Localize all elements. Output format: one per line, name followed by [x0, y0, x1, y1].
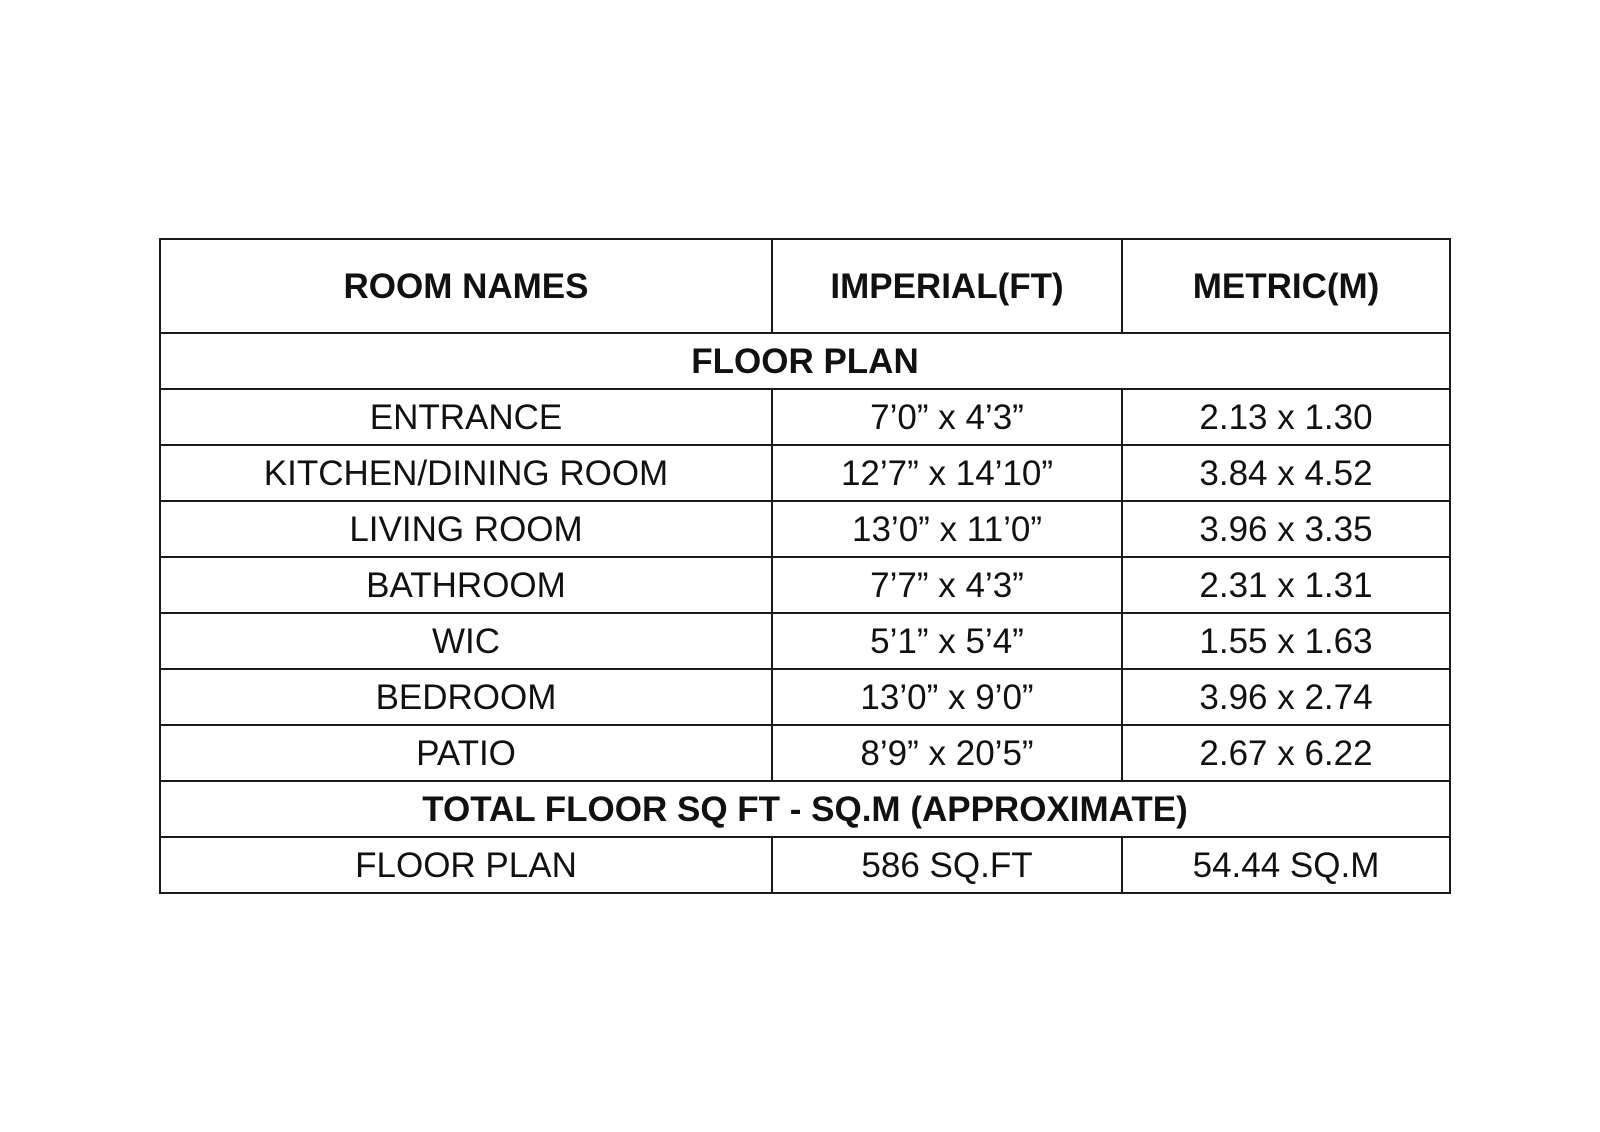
- table-row: [160, 501, 1450, 557]
- room-dimensions-table: [159, 238, 1451, 894]
- room-name: ENTRANCE: [160, 389, 772, 445]
- table-row: [160, 445, 1450, 501]
- room-imperial: 13’0” x 11’0”: [772, 501, 1122, 557]
- header-metric: METRIC(M): [1122, 239, 1450, 333]
- section-row: [160, 333, 1450, 389]
- room-imperial: 13’0” x 9’0”: [772, 669, 1122, 725]
- total-imperial: 586 SQ.FT: [772, 837, 1122, 893]
- room-name: WIC: [160, 613, 772, 669]
- room-name: LIVING ROOM: [160, 501, 772, 557]
- total-section-row: [160, 781, 1450, 837]
- total-row: [160, 837, 1450, 893]
- table-row: [160, 725, 1450, 781]
- room-imperial: 7’0” x 4’3”: [772, 389, 1122, 445]
- room-metric: 1.55 x 1.63: [1122, 613, 1450, 669]
- room-name: BATHROOM: [160, 557, 772, 613]
- room-imperial: 5’1” x 5’4”: [772, 613, 1122, 669]
- room-metric: 3.96 x 2.74: [1122, 669, 1450, 725]
- room-metric: 2.67 x 6.22: [1122, 725, 1450, 781]
- room-metric: 3.84 x 4.52: [1122, 445, 1450, 501]
- room-name: PATIO: [160, 725, 772, 781]
- section-title: FLOOR PLAN: [160, 333, 1450, 389]
- room-name: BEDROOM: [160, 669, 772, 725]
- room-metric: 2.31 x 1.31: [1122, 557, 1450, 613]
- room-metric: 2.13 x 1.30: [1122, 389, 1450, 445]
- room-name: KITCHEN/DINING ROOM: [160, 445, 772, 501]
- header-row: [160, 239, 1450, 333]
- table-row: [160, 669, 1450, 725]
- room-imperial: 8’9” x 20’5”: [772, 725, 1122, 781]
- table-row: [160, 613, 1450, 669]
- room-imperial: 12’7” x 14’10”: [772, 445, 1122, 501]
- total-metric: 54.44 SQ.M: [1122, 837, 1450, 893]
- table-row: [160, 557, 1450, 613]
- total-name: FLOOR PLAN: [160, 837, 772, 893]
- header-room-names: ROOM NAMES: [160, 239, 772, 333]
- room-imperial: 7’7” x 4’3”: [772, 557, 1122, 613]
- room-metric: 3.96 x 3.35: [1122, 501, 1450, 557]
- total-section-title: TOTAL FLOOR SQ FT - SQ.M (APPROXIMATE): [160, 781, 1450, 837]
- table-row: [160, 389, 1450, 445]
- header-imperial: IMPERIAL(FT): [772, 239, 1122, 333]
